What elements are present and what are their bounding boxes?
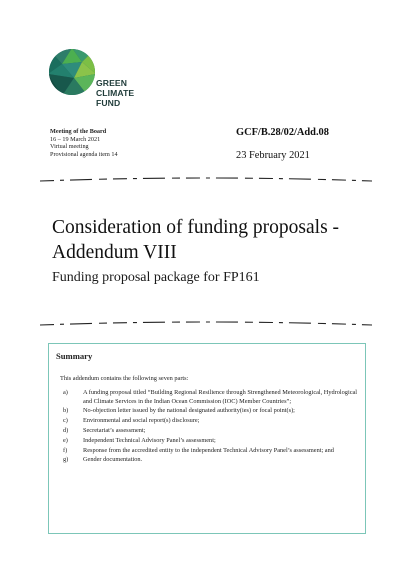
decorative-dashed-rule-top [40,176,372,182]
meeting-title: Meeting of the Board [50,128,107,135]
gcf-logo [48,48,148,110]
list-item [60,447,358,456]
gcf-globe-icon [48,48,96,96]
list-item [60,456,358,465]
list-item-text: A funding proposal titled “Building Regional Resilience through Strengthened Meteorological, Hydrological and Climate Services in the Indian Ocean Commission (IOC) Member Countries”; [83,389,358,405]
wordmark-line-1: GREEN [96,78,128,88]
meeting-dates: 16 – 19 March 2021 [50,135,101,143]
document-code: GCF/B.28/02/Add.08 [236,127,329,138]
list-item-text: Secretariat’s assessment; [83,426,146,434]
wordmark-line-3: FUND [96,98,121,108]
list-marker: d) [63,426,69,434]
list-marker: e) [63,436,68,444]
list-marker: c) [63,417,68,425]
list-marker: f) [63,446,68,454]
meeting-agenda: Provisional agenda item 14 [50,150,118,158]
list-item-text: Environmental and social report(s) disclosure; [83,417,200,425]
summary-intro: This addendum contains the following seven parts: [60,375,189,382]
page-subtitle: Funding proposal package for FP161 [52,270,260,285]
list-marker: b) [63,407,69,415]
list-item-text: Independent Technical Advisory Panel’s assessment; [83,436,216,444]
list-item [60,437,358,446]
summary-box [48,343,366,534]
list-item-text: Response from the accredited entity to the independent Technical Advisory Panel’s assessment; and [83,446,334,454]
document-reference [236,126,329,162]
wordmark-line-2: CLIMATE [96,88,135,98]
list-item [60,389,358,406]
list-marker: g) [63,456,69,464]
list-item-text: Gender documentation. [83,456,143,464]
gcf-wordmark [96,78,156,108]
document-date: 23 February 2021 [236,150,310,161]
meeting-info [50,128,118,158]
list-item [60,417,358,426]
page-title: Consideration of funding proposals - Addendum VIII [52,217,340,263]
summary-heading: Summary [56,351,93,361]
decorative-dashed-rule-bottom [40,320,372,326]
summary-list [60,389,358,466]
list-item-text: No-objection letter issued by the national designated authority(ies) or focal point(s); [83,407,295,415]
list-item [60,427,358,436]
meeting-format: Virtual meeting [50,143,89,151]
list-item [60,407,358,416]
list-marker: a) [63,389,68,396]
